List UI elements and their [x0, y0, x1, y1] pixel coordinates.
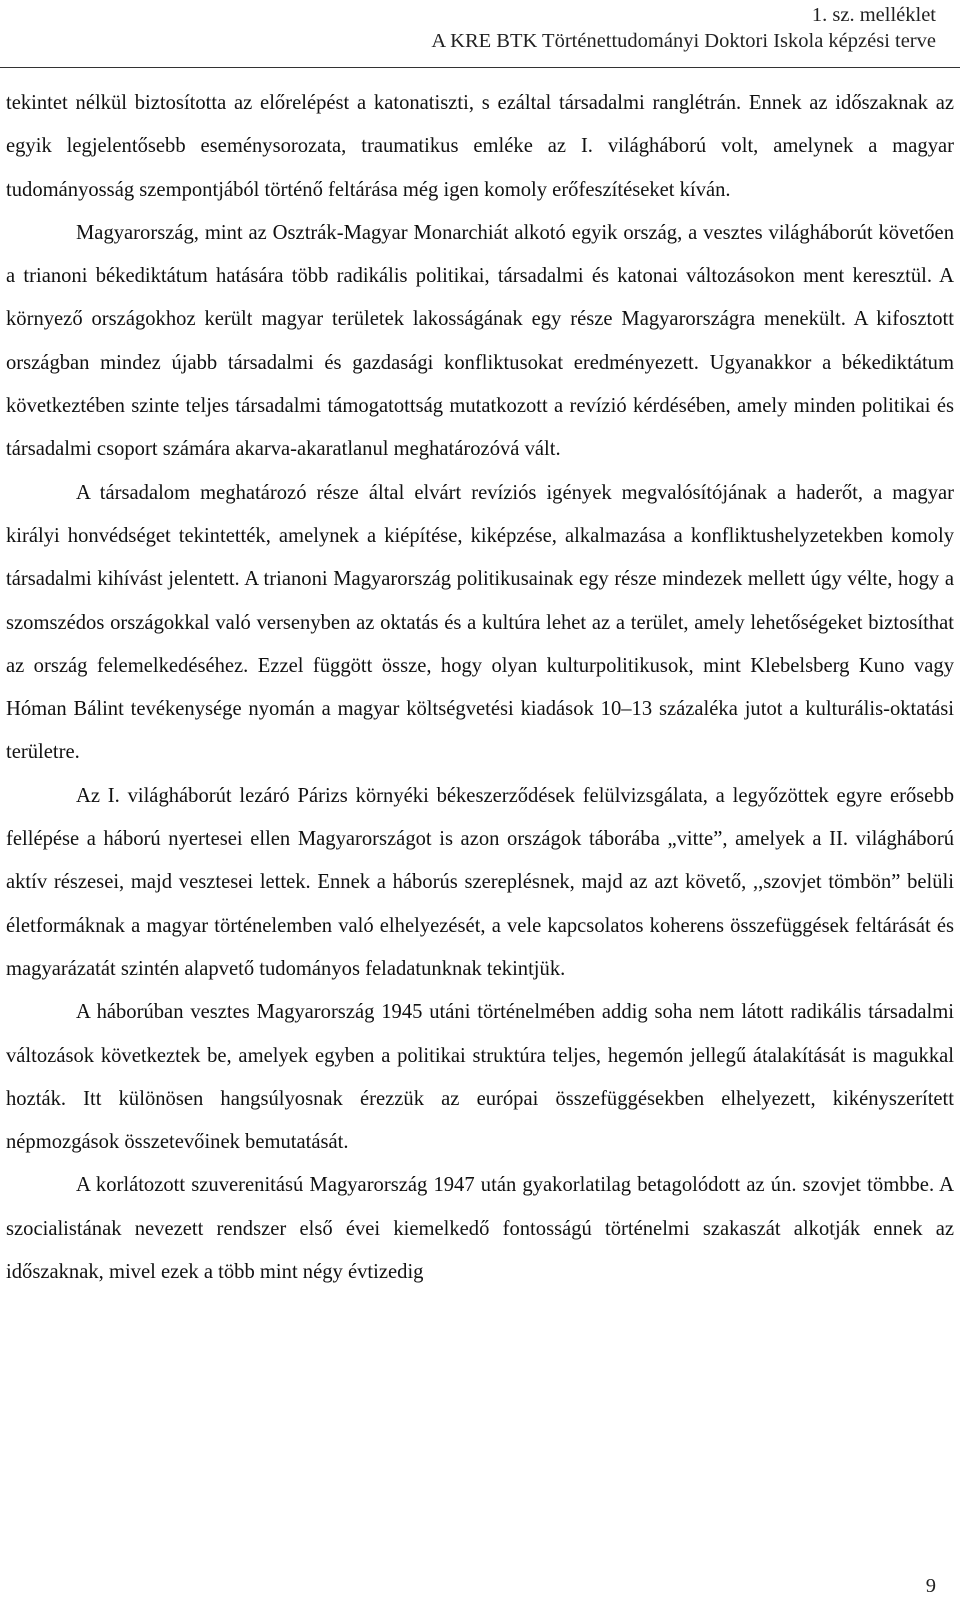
paragraph: Az I. világháborút lezáró Párizs környéki békeszerződések felülvizsgálata, a legyőzöttek egyre erősebb fellépése a háború nyertesei ellen Magyarországot is azon országok táborába „vitte”, amelyek a II. világháború aktív részesei, majd vesztesei lettek. Ennek a háborús szereplésnek, majd az azt követő, ,,szovjet tömbön” belüli életformáknak a magyar történelemben való elhelyezését, a vele kapcsolatos koherens összefüggések feltárását és magyarázatát szintén alapvető tudományos feladatunknak tekintjük.	[6, 784, 954, 980]
annex-label: 1. sz. melléklet	[811, 4, 936, 26]
document-title: A KRE BTK Történettudományi Doktori Iskola képzési terve	[431, 30, 936, 52]
page-header	[431, 2, 936, 54]
paragraph-continued: A korlátozott szuverenitású Magyarország 1947 után gyakorlatilag betagolódott az ún. szovjet tömbbe. A szocialistának nevezett rendszer első évei kiemelkedő fontosságú történelmi szakaszát alkotják ennek az időszaknak, mivel ezek a több mint négy évtizedig	[6, 1174, 954, 1284]
page-number: 9	[925, 1575, 936, 1597]
paragraph: A társadalom meghatározó része által elvárt revíziós igények megvalósítójának a haderőt, a magyar királyi honvédséget tekintették, amelynek a kiépítése, kiképzése, alkalmazása a konfliktushelyzetekben komoly társadalmi kihívást jelentett. A trianoni Magyarország politikusainak egy része mindezek mellett úgy vélte, hogy a szomszédos országokkal való versenyben az oktatás és a kultúra lehet az a terület, amely lehetőségeket biztosíthat az ország felemelkedéséhez. Ezzel függött össze, hogy olyan kulturpolitikusok, mint Klebelsberg Kuno vagy Hóman Bálint tevékenysége nyomán a magyar költségvetési kiadások 10–13 százaléka jutot a kulturális-oktatási területre.	[6, 481, 954, 764]
paragraph: Magyarország, mint az Osztrák-Magyar Monarchiát alkotó egyik ország, a vesztes világháborút követően a trianoni békediktátum hatására több radikális politikai, társadalmi és katonai változásokon ment keresztül. A környező országokhoz került magyar területek lakosságának egy része Magyarországra menekült. A kifosztott országban mindez újabb társadalmi és gazdasági konfliktusokat eredményezett. Ugyanakkor a békediktátum következtében szinte teljes társadalmi támogatottság mutatkozott a revízió kérdésében, amely minden politikai és társadalmi csoport számára akarva-akaratlanul meghatározóvá vált.	[6, 221, 954, 461]
paragraph-continuation: tekintet nélkül biztosította az előrelépést a katonatiszti, s ezáltal társadalmi ranglétrán. Ennek az időszaknak az egyik legjelentősebb eseménysorozata, traumatikus emléke az I. világháború volt, amelynek a magyar tudományosság szempontjából történő feltárása még igen komoly erőfeszítéseket kíván.	[6, 92, 954, 201]
paragraph: A háborúban vesztes Magyarország 1945 utáni történelmében addig soha nem látott radikális társadalmi változások következtek be, amelyek egyben a politikai struktúra teljes, hegemón jellegű átalakítását is magukkal hozták. Itt különösen hangsúlyosnak érezzük az európai összefüggésekben elhelyezett, kikényszerített népmozgások összetevőinek bemutatását.	[6, 1001, 954, 1154]
document-body	[6, 82, 954, 1294]
header-divider	[0, 67, 960, 68]
